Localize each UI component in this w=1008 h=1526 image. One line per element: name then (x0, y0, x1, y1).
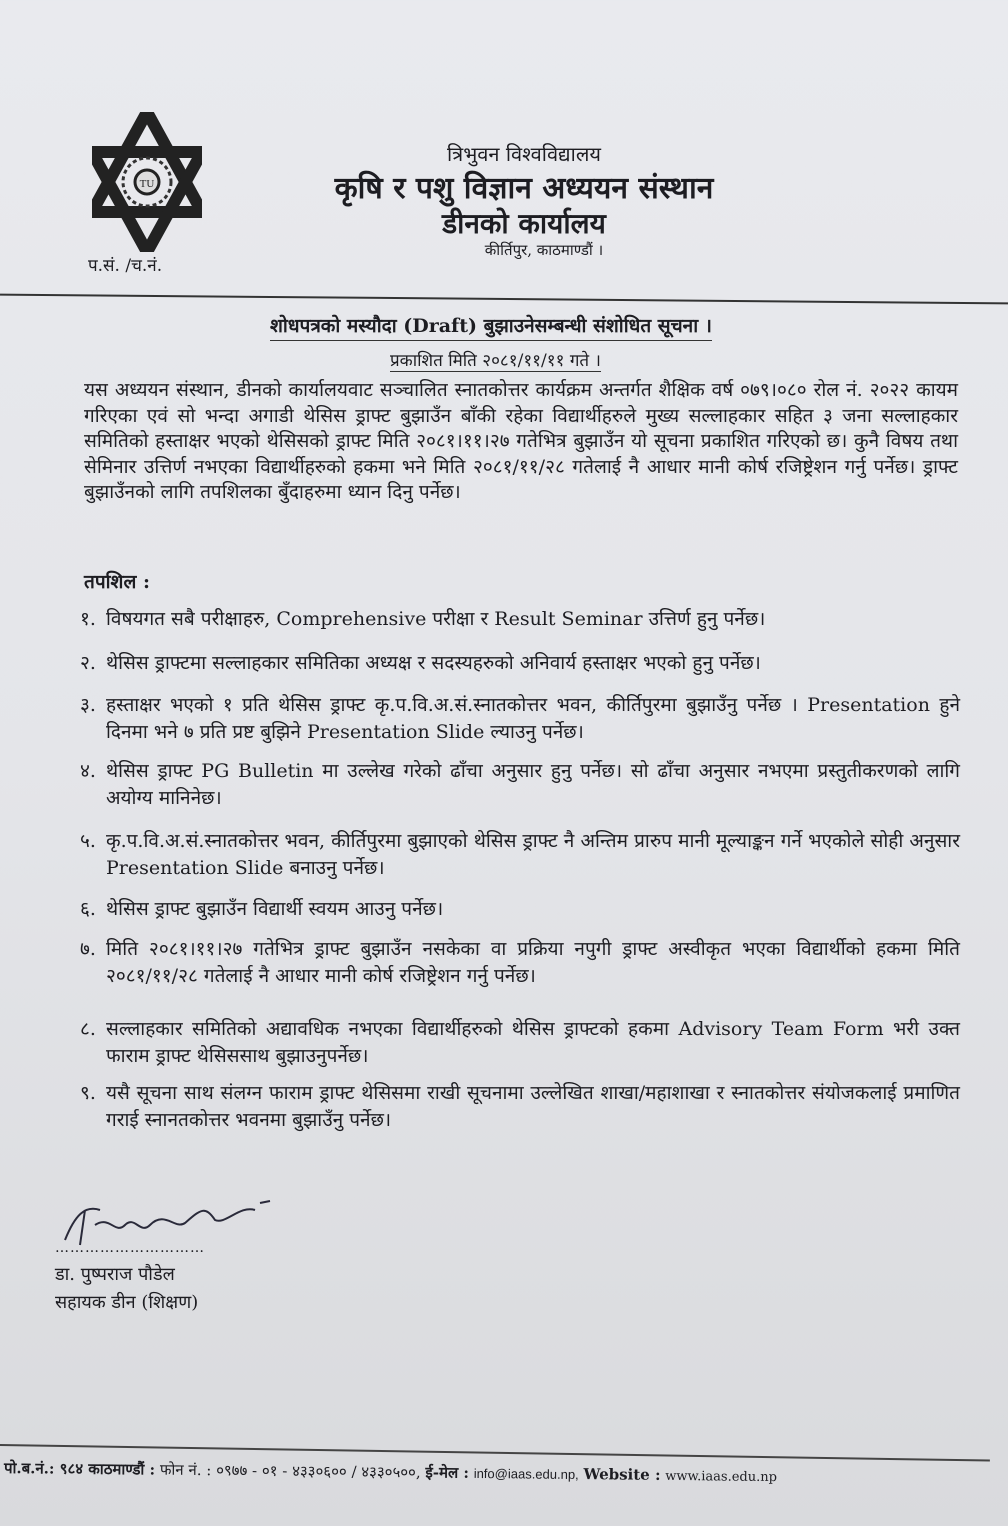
item-number: ८. (80, 1018, 96, 1040)
item-text: थेसिस ड्राफ्ट बुझाउँन विद्यार्थी स्वयम आउनु पर्नेछ। (106, 898, 444, 920)
item-text: मिति २०८१।११।२७ गतेभित्र ड्राफ्ट बुझाउँन नसकेका वा प्रक्रिया नपुगी ड्राफ्ट अस्वीकृत भएका विद्यार्थीको हकमा मिति २०८१/११/२८ गतेलाई नै आधार मानी कोर्ष रजिष्ट्रेशन गर्नु पर्नेछ। (106, 938, 960, 987)
item-number: ४. (80, 760, 96, 782)
website-link[interactable]: www.iaas.edu.np (665, 1468, 778, 1486)
item-text: सल्लाहकार समितिको अद्यावधिक नभएका विद्यार्थीहरुको थेसिस ड्राफ्टको हकमा Advisory Team Form भरी उक्त फाराम ड्राफ्ट थेसिससाथ बुझाउनुपर्नेछ। (106, 1018, 960, 1067)
detail-item (80, 1080, 960, 1134)
office-address: कीर्तिपुर, काठमाण्डौं । (484, 241, 604, 259)
office-name: डीनको कार्यालय (442, 207, 606, 240)
item-number: ५. (80, 830, 96, 852)
detail-item (80, 936, 960, 990)
po-box: पो.ब.नं.: ९८४ काठमाण्डौं : (3, 1459, 156, 1479)
detail-item (80, 606, 960, 633)
item-text: विषयगत सबै परीक्षाहरु, Comprehensive परीक्षा र Result Seminar उत्तिर्ण हुनु पर्नेछ। (106, 608, 766, 630)
item-number: ७. (80, 938, 96, 960)
email-label: ई-मेल : (425, 1463, 470, 1482)
item-text: थेसिस ड्राफ्टमा सल्लाहकार समितिका अध्यक्ष र सदस्यहरुको अनिवार्य हस्ताक्षर भएको हुनु पर्नेछ। (106, 652, 761, 674)
item-text: हस्ताक्षर भएको १ प्रति थेसिस ड्राफ्ट कृ.प.वि.अ.सं.स्नातकोत्तर भवन, कीर्तिपुरमा बुझाउँनु पर्नेछ । Presentation हुने दिनमा भने ७ प्रति प्रष्ट बुझिने Presentation Slide ल्याउनु पर्नेछ। (106, 694, 960, 743)
header-divider (0, 294, 1008, 305)
signature-line: ………………………… (55, 1240, 205, 1256)
university-name: त्रिभुवन विश्वविद्यालय (446, 142, 602, 166)
detail-item (80, 758, 960, 812)
notice-title: शोधपत्रको मस्यौदा (Draft) बुझाउनेसम्बन्धी संशोधित सूचना । (270, 312, 712, 341)
item-text: यसै सूचना साथ संलग्न फाराम ड्राफ्ट थेसिसमा राखी सूचनामा उल्लेखित शाखा/महाशाखा र स्नातकोत्तर संयोजकलाई प्रमाणित गराई स्नानतकोत्तर भवनमा बुझाउँनु पर्नेछ। (106, 1082, 960, 1131)
item-number: ३. (80, 694, 96, 716)
item-number: ९. (80, 1082, 96, 1104)
item-number: ६. (80, 898, 96, 920)
published-date: प्रकाशित मिति २०८१/११/११ गते । (390, 348, 601, 372)
notice-body: यस अध्ययन संस्थान, डीनको कार्यालयवाट सञ्चालित स्नातकोत्तर कार्यक्रम अन्तर्गत शैक्षिक वर्ष ०७९।०८० रोल नं. २०२२ कायम गरिएका एवं सो भन्दा अगाडी थेसिस ड्राफ्ट बुझाउँन बाँकी रहेका विद्यार्थीहरुले मुख्य सल्लाहकार सहित ३ जना सल्लाहकार समितिको हस्ताक्षर भएको थेसिसको ड्राफ्ट मिति २०८१।११।२७ गतेभित्र बुझाउँन यो सूचना प्रकाशित गरिएको छ। कुनै विषय तथा सेमिनार उत्तिर्ण नभएका विद्यार्थीहरुको हकमा भने मिति २०८१/११/२८ गतेलाई नै आधार मानी कोर्ष रजिष्ट्रेशन गर्नु पर्नेछ। ड्राफ्ट बुझाउँनको लागि तपशिलका बुँदाहरुमा ध्यान दिनु पर्नेछ। (84, 379, 958, 503)
signatory-title: सहायक डीन (शिक्षण) (55, 1292, 199, 1313)
detail-item (80, 896, 960, 923)
item-number: १. (80, 608, 96, 630)
website-label: Website : (583, 1465, 661, 1484)
svg-text:TU: TU (139, 178, 155, 190)
item-text: कृ.प.वि.अ.सं.स्नातकोत्तर भवन, कीर्तिपुरमा बुझाएको थेसिस ड्राफ्ट नै अन्तिम प्रारुप मानी मूल्याङ्कन गर्ने भएकोले सोही अनुसार Presentation Slide बनाउनु पर्नेछ। (106, 830, 960, 879)
detail-item (80, 692, 960, 746)
item-text: थेसिस ड्राफ्ट PG Bulletin मा उल्लेख गरेको ढाँचा अनुसार हुनु पर्नेछ। सो ढाँचा अनुसार नभएमा प्रस्तुतीकरणको लागि अयोग्य मानिनेछ। (106, 760, 960, 809)
email-link[interactable]: info@iaas.edu.np, (473, 1465, 579, 1483)
detail-item (80, 1016, 960, 1070)
footer-contact (4, 1458, 777, 1486)
reference-number: प.सं. /च.नं. (88, 256, 163, 276)
detail-item (80, 650, 960, 677)
item-number: २. (80, 652, 96, 674)
details-heading: तपशिल : (84, 571, 150, 593)
phone: फोन नं. : ०९७७ - ०१ - ४३३०६०० / ४३३०५००, (159, 1460, 421, 1482)
detail-item (80, 828, 960, 882)
institute-name: कृषि र पशु विज्ञान अध्ययन संस्थान (334, 171, 714, 206)
signatory-name: डा. पुष्पराज पौडेल (55, 1264, 175, 1285)
